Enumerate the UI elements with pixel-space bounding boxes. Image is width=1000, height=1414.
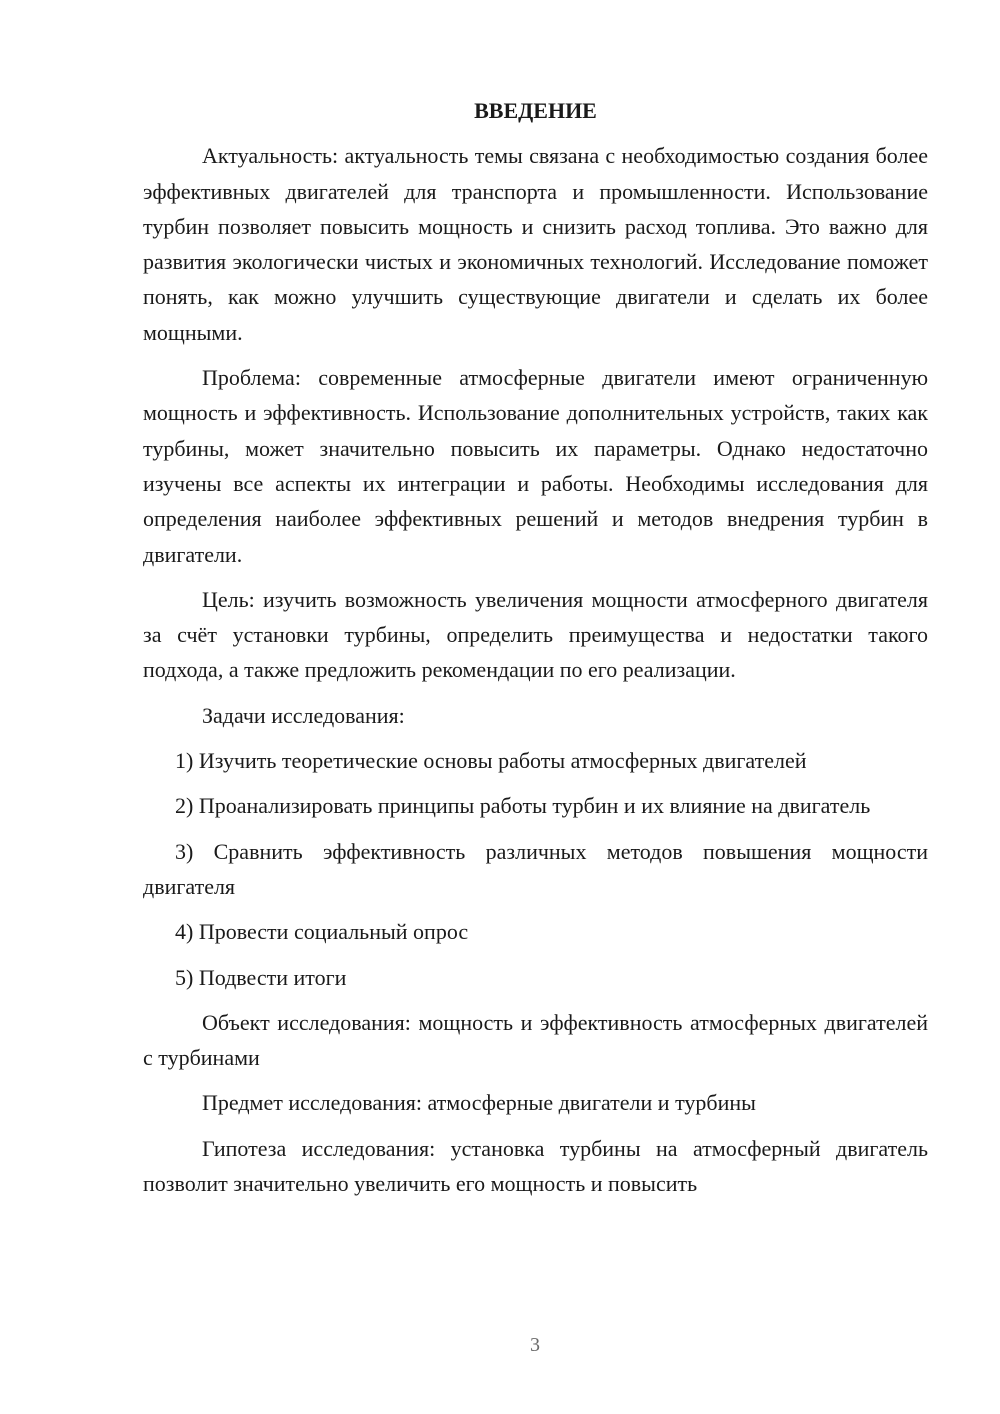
- relevance-paragraph: Актуальность: актуальность темы связана с необходимостью создания более эффективных двигателей для транспорта и промышленности. Использование турбин позволяет повысить мощность и снизить расход топлива. Это важно для развития экологически чистых и экономичных технологий. Исследование поможет понять, как можно улучшить существующие двигатели и сделать их более мощными.: [143, 143, 928, 345]
- task-item-4: 4) Провести социальный опрос: [175, 919, 469, 945]
- page-content: [143, 93, 928, 1211]
- task-item-3: 3) Сравнить эффективность различных методов повышения мощности двигателя: [143, 838, 928, 899]
- tasks-heading: Задачи исследования:: [202, 702, 405, 728]
- object-paragraph: Объект исследования: мощность и эффективность атмосферных двигателей с турбинами: [143, 1009, 928, 1071]
- section-title: ВВЕДЕНИЕ: [474, 98, 597, 123]
- task-item-2: 2) Проанализировать принципы работы турбин и их влияние на двигатель: [175, 793, 871, 819]
- page-number: 3: [530, 1334, 540, 1356]
- hypothesis-paragraph: Гипотеза исследования: установка турбины на атмосферный двигатель позволит значительно увеличить его мощность и повысить: [143, 1135, 928, 1197]
- problem-paragraph: Проблема: современные атмосферные двигатели имеют ограниченную мощность и эффективность. Использование дополнительных устройств, таких как турбины, может значительно повысить их параметры. Однако недостаточно изучены все аспекты их интеграции и работы. Необходимы исследования для определения наиболее эффективных решений и методов внедрения турбин в двигатели.: [143, 365, 928, 567]
- task-item-1: 1) Изучить теоретические основы работы атмосферных двигателей: [175, 748, 807, 774]
- subject-paragraph: Предмет исследования: атмосферные двигатели и турбины: [202, 1090, 756, 1116]
- goal-paragraph: Цель: изучить возможность увеличения мощности атмосферного двигателя за счёт установки турбины, определить преимущества и недостатки такого подхода, а также предложить рекомендации по его реализации.: [143, 586, 928, 683]
- task-item-5: 5) Подвести итоги: [175, 964, 347, 990]
